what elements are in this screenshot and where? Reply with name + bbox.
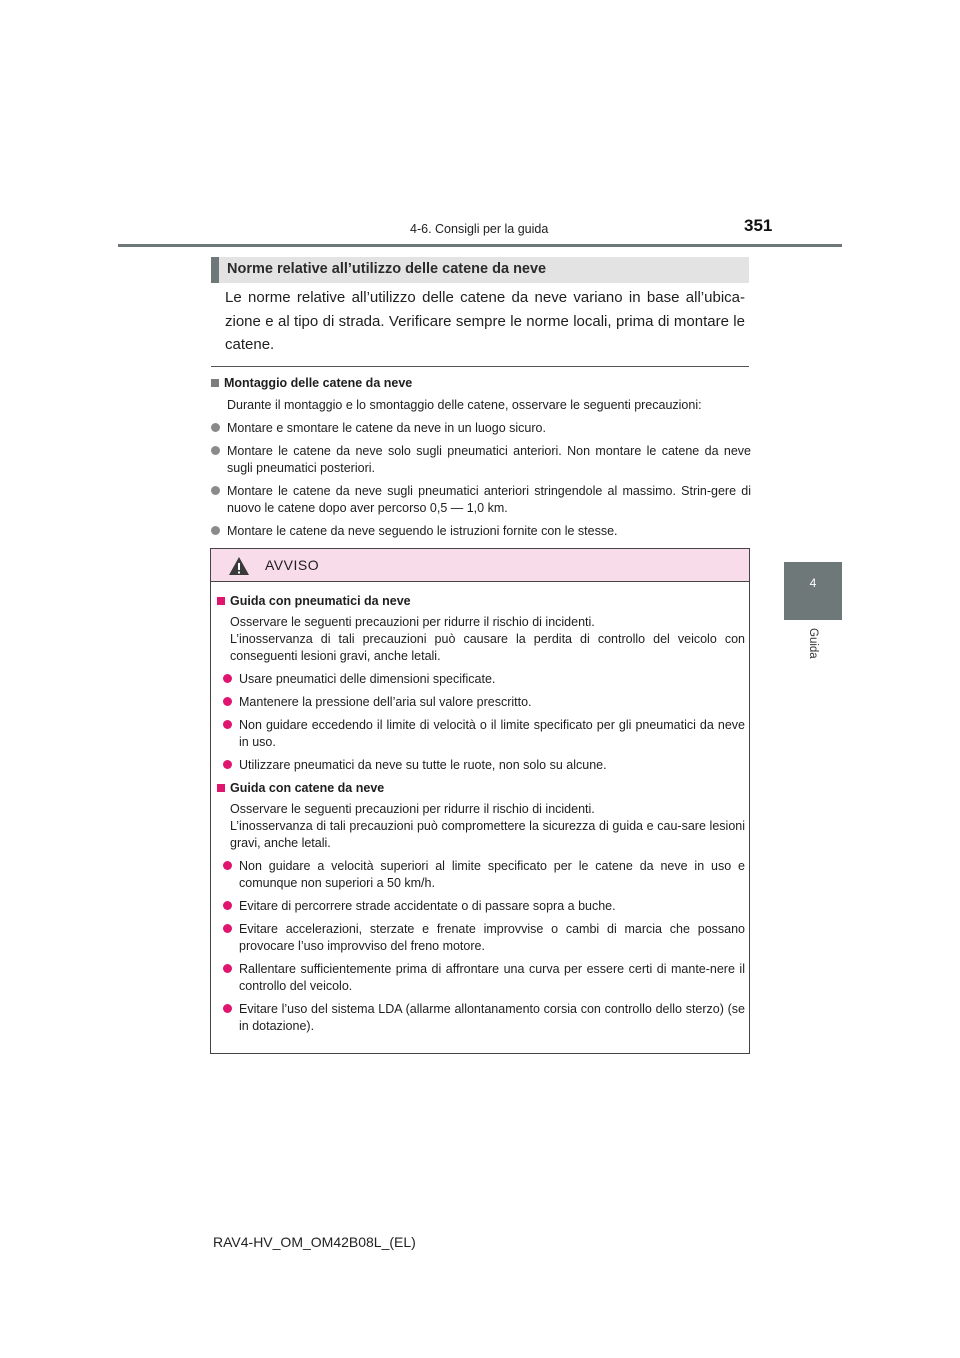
list-item-text: Utilizzare pneumatici da neve su tutte le ruote, non solo su alcune. [239, 758, 607, 772]
warning-subheading-text: Guida con catene da neve [230, 781, 385, 795]
mounting-text: Durante il montaggio e lo smontaggio delle catene, osservare le seguenti precauzioni: [227, 398, 702, 412]
warning-box [210, 548, 750, 1054]
circle-bullet-icon [211, 486, 220, 495]
warning-body [217, 593, 745, 1035]
chapter-label-container [797, 628, 829, 688]
header-section-title: 4-6. Consigli per la guida [410, 222, 549, 236]
circle-bullet-icon [211, 446, 220, 455]
list-item [223, 858, 745, 892]
chapter-tab [784, 562, 842, 620]
list-item-text: Montare le catene da neve seguendo le istruzioni fornite con le stesse. [227, 524, 618, 538]
list-item [223, 961, 745, 995]
section-heading [211, 257, 749, 283]
square-bullet-icon [211, 379, 219, 387]
warning-subheading-text: Guida con pneumatici da neve [230, 594, 411, 608]
warning-header [211, 549, 749, 582]
list-item-text: Evitare l’uso del sistema LDA (allarme allontanamento corsia con controllo dello sterzo) (se in dotazione). [239, 1002, 745, 1033]
page-number: 351 [744, 216, 773, 235]
mounting-section [211, 375, 751, 540]
circle-bullet-icon [223, 861, 232, 870]
circle-bullet-icon [223, 964, 232, 973]
section-title: Norme relative all’utilizzo delle catene da neve [227, 261, 547, 277]
list-item-text: Usare pneumatici delle dimensioni specificate. [239, 672, 496, 686]
mounting-heading [211, 375, 751, 392]
section-intro: Le norme relative all’utilizzo delle catene da neve variano in base all’ubica-zione e al tipo di strada. Verificare sempre le norme locali, prima di montare le catene. [225, 289, 745, 353]
list-item-text: Evitare di percorrere strade accidentate o di passare sopra a buche. [239, 899, 616, 913]
list-item-text: Evitare accelerazioni, sterzate e frenate improvvise o cambi di marcia che possano provocare l’uso improvviso del freno motore. [239, 922, 745, 953]
list-item-text: Montare le catene da neve solo sugli pneumatici anteriori. Non montare le catene da neve sugli pneumatici posteriori. [227, 444, 751, 475]
header-rule [118, 244, 842, 247]
circle-bullet-icon [211, 526, 220, 535]
circle-bullet-icon [223, 760, 232, 769]
warning-text-line: Osservare le seguenti precauzioni per ridurre il rischio di incidenti. [230, 615, 595, 629]
circle-bullet-icon [223, 720, 232, 729]
warning-text-line: L’inosservanza di tali precauzioni può compromettere la sicurezza di guida e cau-sare lesioni gravi, anche letali. [230, 819, 745, 850]
warning-text-line: L’inosservanza di tali precauzioni può causare la perdita di controllo del veicolo con conseguenti lesioni gravi, anche letali. [230, 632, 745, 663]
circle-bullet-icon [223, 924, 232, 933]
list-item [211, 483, 751, 517]
square-bullet-icon [217, 784, 225, 792]
warning-text [217, 801, 745, 852]
warning-title: AVVISO [265, 557, 320, 573]
list-item [223, 1001, 745, 1035]
mounting-heading-text: Montaggio delle catene da neve [224, 376, 413, 390]
list-item [211, 523, 751, 540]
chapter-number: 4 [809, 576, 817, 590]
warning-subheading [217, 593, 745, 610]
square-bullet-icon [217, 597, 225, 605]
list-item [223, 694, 745, 711]
list-item [211, 443, 751, 477]
circle-bullet-icon [211, 423, 220, 432]
divider [211, 366, 749, 367]
warning-text-line: Osservare le seguenti precauzioni per ridurre il rischio di incidenti. [230, 802, 595, 816]
circle-bullet-icon [223, 901, 232, 910]
list-item-text: Montare le catene da neve sugli pneumatici anteriori stringendole al massimo. Strin-gere di nuovo le catene dopo aver percorso 0,5 — 1,0 km. [227, 484, 751, 515]
chapter-label: Guida [807, 628, 819, 659]
list-item [223, 757, 745, 774]
list-item [223, 717, 745, 751]
list-item-text: Rallentare sufficientemente prima di affrontare una curva per essere certi di mante-nere il controllo del veicolo. [239, 962, 745, 993]
list-item-text: Montare e smontare le catene da neve in un luogo sicuro. [227, 421, 546, 435]
list-item [211, 420, 751, 437]
list-item [223, 671, 745, 688]
list-item [223, 898, 745, 915]
circle-bullet-icon [223, 674, 232, 683]
list-item-text: Mantenere la pressione dell’aria sul valore prescritto. [239, 695, 532, 709]
circle-bullet-icon [223, 1004, 232, 1013]
footer-doc-code: RAV4-HV_OM_OM42B08L_(EL) [213, 1234, 416, 1250]
list-item-text: Non guidare a velocità superiori al limite specificato per le catene da neve in uso e comunque non superiori a 50 km/h. [239, 859, 745, 890]
warning-triangle-icon [228, 556, 250, 576]
list-item-text: Non guidare eccedendo il limite di velocità o il limite specificato per gli pneumatici da neve in uso. [239, 718, 745, 749]
circle-bullet-icon [223, 697, 232, 706]
list-item [223, 921, 745, 955]
warning-subheading [217, 780, 745, 797]
warning-text [217, 614, 745, 665]
